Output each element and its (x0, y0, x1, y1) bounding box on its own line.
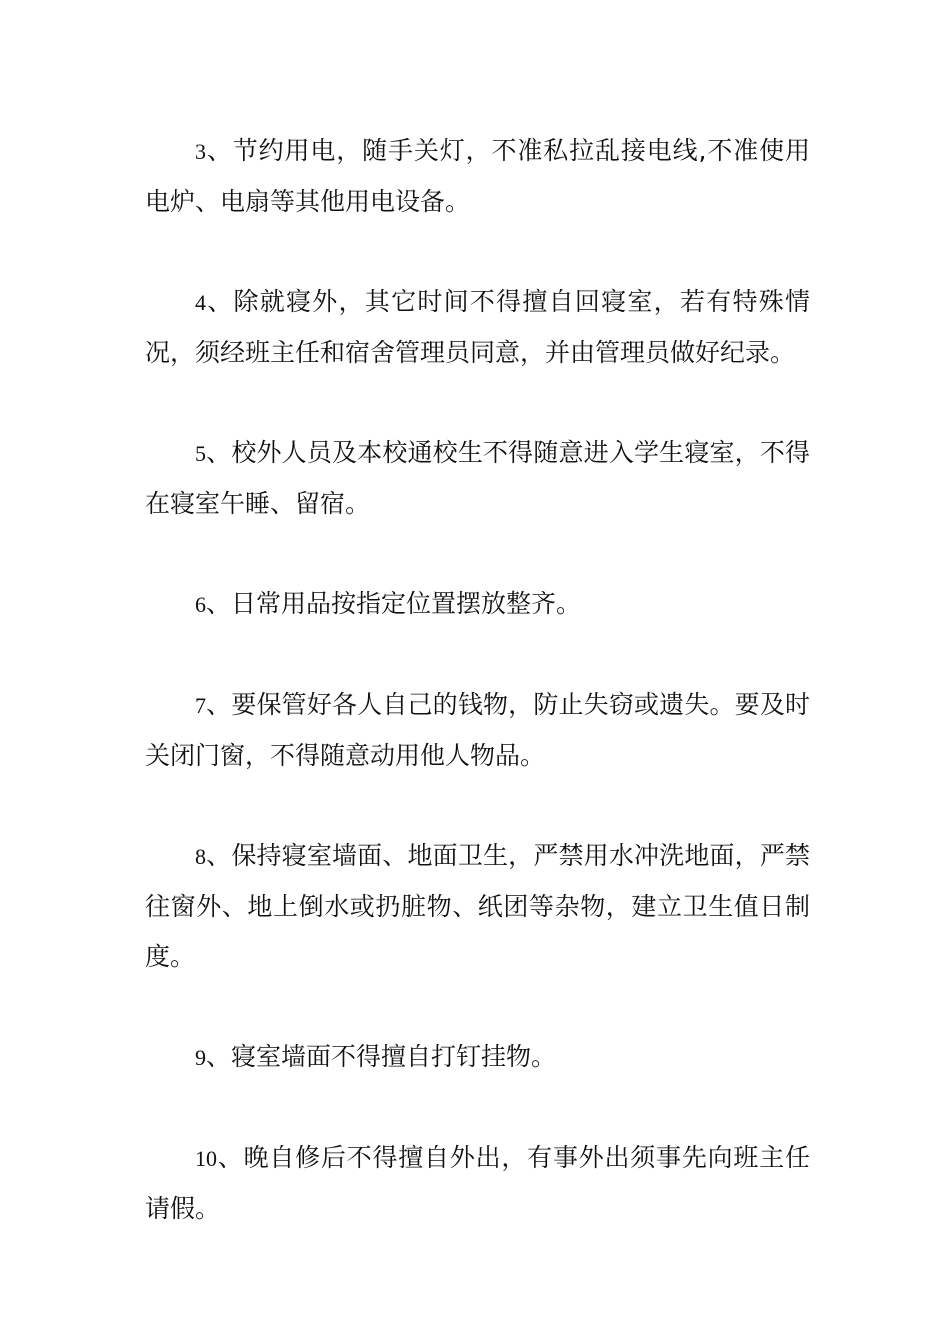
rule-text: 、寝室墙面不得擅自打钉挂物。 (206, 1042, 557, 1071)
rule-item-8 (145, 831, 810, 982)
rule-number: 8 (195, 844, 206, 869)
rule-item-3 (145, 126, 810, 227)
rule-item-5 (145, 428, 810, 529)
rule-number: 10 (195, 1146, 217, 1171)
rule-number: 9 (195, 1045, 206, 1070)
rule-text: 、日常用品按指定位置摆放整齐。 (206, 589, 582, 618)
rule-item-4 (145, 277, 810, 378)
rule-number: 7 (195, 693, 206, 718)
rule-item-10 (145, 1133, 810, 1234)
rule-item-7 (145, 680, 810, 781)
rule-text: 、校外人员及本校通校生不得随意进入学生寝室，不得在寝室午睡、留宿。 (145, 438, 810, 518)
rule-number: 5 (195, 441, 206, 466)
rule-text: 、要保管好各人自己的钱物，防止失窃或遗失。要及时关闭门窗，不得随意动用他人物品。 (145, 690, 810, 770)
document-body (145, 126, 810, 1284)
rule-text: 、晚自修后不得擅自外出，有事外出须事先向班主任请假。 (145, 1143, 810, 1223)
rule-number: 4 (195, 290, 206, 315)
rule-text: 、节约用电，随手关灯，不准私拉乱接电线,不准使用电炉、电扇等其他用电设备。 (145, 136, 810, 216)
rule-number: 6 (195, 592, 206, 617)
rule-text: 、保持寝室墙面、地面卫生，严禁用水冲洗地面，严禁往窗外、地上倒水或扔脏物、纸团等杂物，建立卫生值日制度。 (145, 841, 810, 971)
rule-item-9 (145, 1032, 810, 1083)
rule-text: 、除就寝外，其它时间不得擅自回寝室，若有特殊情况，须经班主任和宿舍管理员同意，并由管理员做好纪录。 (145, 287, 810, 367)
rule-item-6 (145, 579, 810, 630)
rule-number: 3 (195, 139, 206, 164)
